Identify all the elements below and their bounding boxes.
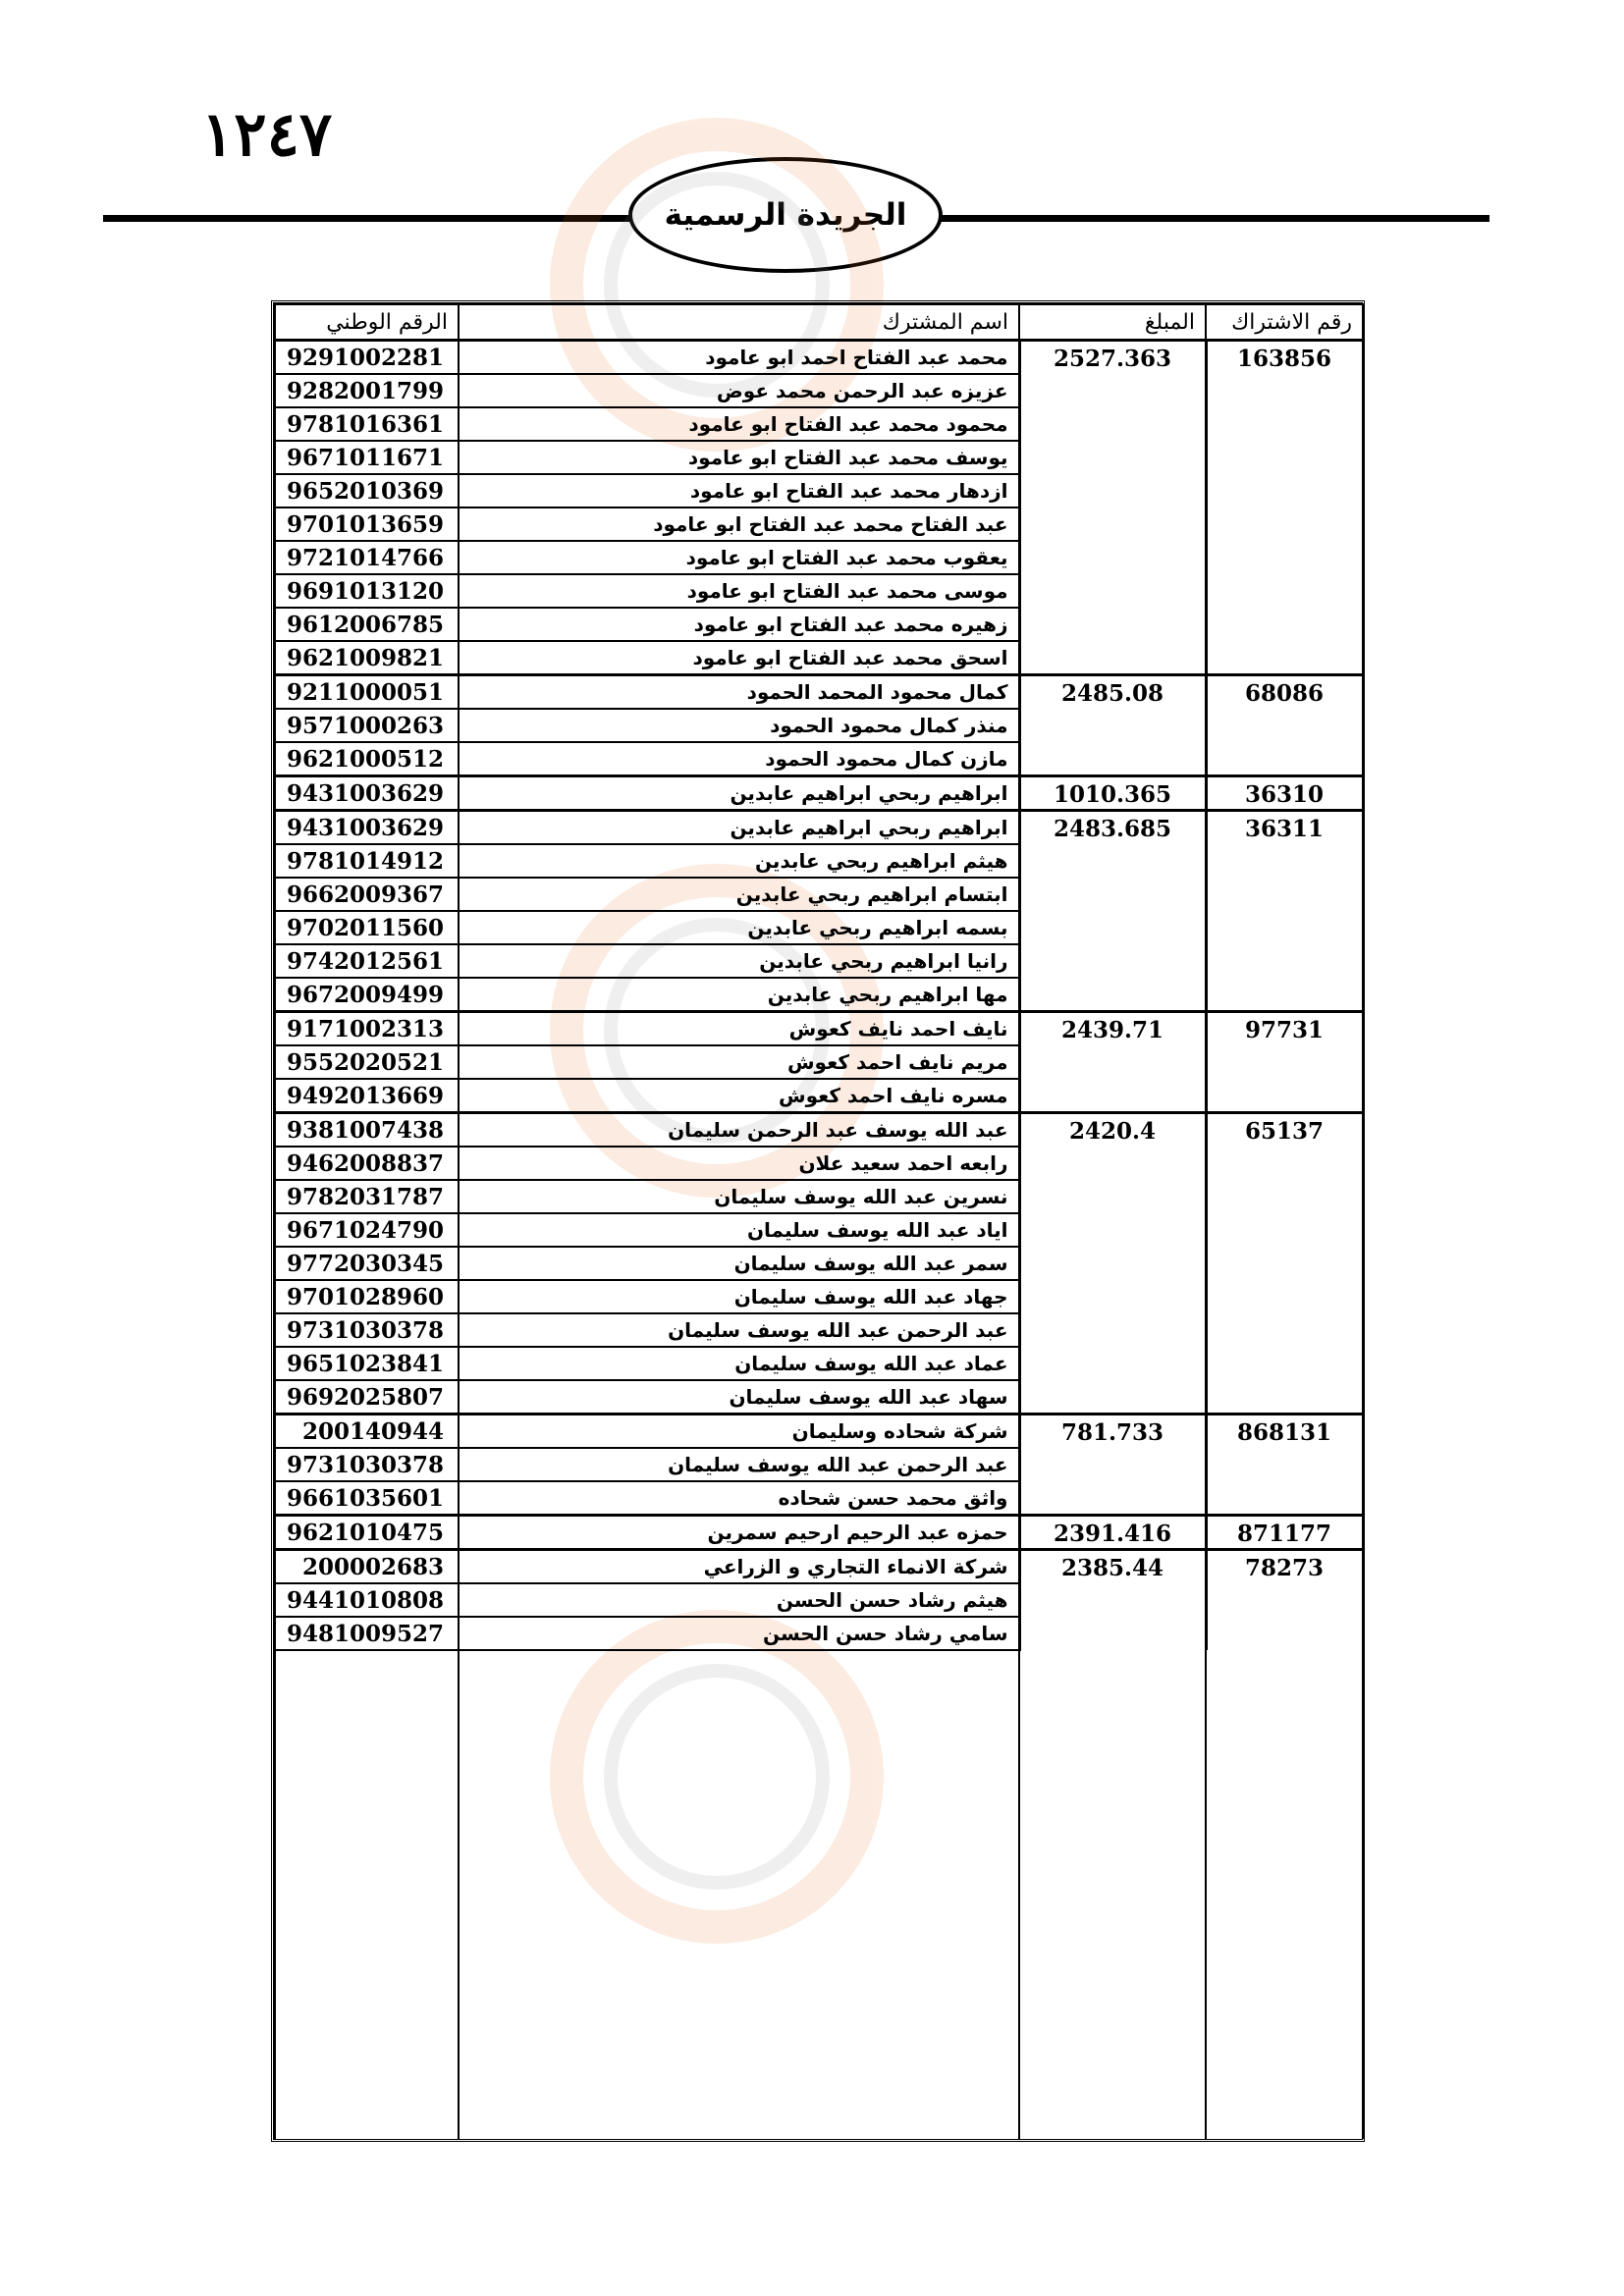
national-id-cell: 9552020521 — [275, 1045, 459, 1079]
amount-cell: 2485.08 — [1019, 675, 1206, 776]
national-id-cell: 9431003629 — [275, 776, 459, 811]
national-id-cell: 9282001799 — [275, 374, 459, 407]
empty-filler-row — [275, 1650, 1363, 2139]
national-id-cell: 9781016361 — [275, 407, 459, 441]
table-row — [275, 811, 1363, 845]
subscriber-name-cell: رابعه احمد سعيد علان — [459, 1147, 1019, 1180]
subscriber-name-cell: عبد الله يوسف عبد الرحمن سليمان — [459, 1113, 1019, 1148]
subscription-no-cell: 78273 — [1206, 1550, 1363, 1651]
subscriber-name-cell: كمال محمود المحمد الحمود — [459, 675, 1019, 710]
national-id-cell: 9742012561 — [275, 944, 459, 978]
subscriber-name-cell: سامي رشاد حسن الحسن — [459, 1617, 1019, 1650]
national-id-cell: 9621009821 — [275, 641, 459, 675]
subscriber-name-cell: زهيره محمد عبد الفتاح ابو عامود — [459, 608, 1019, 641]
national-id-cell: 9462008837 — [275, 1147, 459, 1180]
national-id-cell: 200140944 — [275, 1415, 459, 1449]
records-table-frame — [271, 300, 1365, 2142]
table-row — [275, 1113, 1363, 1148]
table-row — [275, 675, 1363, 710]
subscriber-name-cell: ابراهيم ربحي ابراهيم عابدين — [459, 811, 1019, 845]
national-id-cell: 9731030378 — [275, 1313, 459, 1347]
subscriber-name-cell: محمود محمد عبد الفتاح ابو عامود — [459, 407, 1019, 441]
amount-cell: 2527.363 — [1019, 341, 1206, 675]
subscriber-name-cell: هيثم رشاد حسن الحسن — [459, 1583, 1019, 1617]
national-id-cell: 9691013120 — [275, 574, 459, 608]
national-id-cell: 9701028960 — [275, 1280, 459, 1313]
subscriber-name-cell: شركة شحاده وسليمان — [459, 1415, 1019, 1449]
gazette-title: الجريدة الرسمية — [664, 197, 907, 233]
subscriber-name-cell: مريم نايف احمد كعوش — [459, 1045, 1019, 1079]
national-id-cell: 9571000263 — [275, 709, 459, 742]
national-id-cell: 9652010369 — [275, 474, 459, 507]
subscriber-name-cell: محمد عبد الفتاح احمد ابو عامود — [459, 341, 1019, 375]
subscriber-name-cell: بسمه ابراهيم ربحي عابدين — [459, 911, 1019, 944]
subscriber-name-cell: يوسف محمد عبد الفتاح ابو عامود — [459, 441, 1019, 474]
subscription-no-cell: 163856 — [1206, 341, 1363, 675]
header-oval — [628, 157, 943, 273]
national-id-cell: 9661035601 — [275, 1481, 459, 1516]
subscriber-name-cell: عزيزه عبد الرحمن محمد عوض — [459, 374, 1019, 407]
subscriber-name-cell: مسره نايف احمد كعوش — [459, 1079, 1019, 1113]
subscriber-name-cell: ابتسام ابراهيم ربحي عابدين — [459, 878, 1019, 911]
national-id-cell: 9692025807 — [275, 1380, 459, 1415]
table-row — [275, 1516, 1363, 1550]
national-id-cell: 9171002313 — [275, 1012, 459, 1046]
column-header-subscription-no: رقم الاشتراك — [1206, 304, 1363, 341]
table-row — [275, 1415, 1363, 1449]
page-number: ١٢٤٧ — [201, 98, 333, 170]
national-id-cell: 9481009527 — [275, 1617, 459, 1650]
subscription-no-cell: 36310 — [1206, 776, 1363, 811]
subscriber-name-cell: شركة الانماء التجاري و الزراعي — [459, 1550, 1019, 1584]
subscriber-name-cell: عبد الفتاح محمد عبد الفتاح ابو عامود — [459, 507, 1019, 541]
amount-cell: 2420.4 — [1019, 1113, 1206, 1415]
empty-cell — [459, 1650, 1019, 2139]
subscription-no-cell: 97731 — [1206, 1012, 1363, 1113]
empty-cell — [1206, 1650, 1363, 2139]
subscription-no-cell: 871177 — [1206, 1516, 1363, 1550]
table-row — [275, 1012, 1363, 1046]
national-id-cell: 9721014766 — [275, 541, 459, 574]
national-id-cell: 9431003629 — [275, 811, 459, 845]
subscriber-name-cell: منذر كمال محمود الحمود — [459, 709, 1019, 742]
table-row — [275, 341, 1363, 375]
subscriber-name-cell: رانيا ابراهيم ربحي عابدين — [459, 944, 1019, 978]
subscription-no-cell: 868131 — [1206, 1415, 1363, 1516]
table-row — [275, 776, 1363, 811]
amount-cell: 2483.685 — [1019, 811, 1206, 1012]
empty-cell — [275, 1650, 459, 2139]
subscription-no-cell: 65137 — [1206, 1113, 1363, 1415]
subscriber-name-cell: اسحق محمد عبد الفتاح ابو عامود — [459, 641, 1019, 675]
national-id-cell: 9671011671 — [275, 441, 459, 474]
subscription-no-cell: 36311 — [1206, 811, 1363, 1012]
table-header-row — [275, 304, 1363, 341]
subscription-no-cell: 68086 — [1206, 675, 1363, 776]
subscriber-name-cell: موسى محمد عبد الفتاح ابو عامود — [459, 574, 1019, 608]
national-id-cell: 9772030345 — [275, 1247, 459, 1280]
subscriber-name-cell: مها ابراهيم ربحي عابدين — [459, 978, 1019, 1012]
national-id-cell: 9621010475 — [275, 1516, 459, 1550]
subscriber-name-cell: سهاد عبد الله يوسف سليمان — [459, 1380, 1019, 1415]
records-table — [274, 303, 1365, 2139]
column-header-subscriber-name: اسم المشترك — [459, 304, 1019, 341]
national-id-cell: 9671024790 — [275, 1213, 459, 1247]
national-id-cell: 200002683 — [275, 1550, 459, 1584]
national-id-cell: 9621000512 — [275, 742, 459, 776]
amount-cell: 2391.416 — [1019, 1516, 1206, 1550]
amount-cell: 2439.71 — [1019, 1012, 1206, 1113]
national-id-cell: 9702011560 — [275, 911, 459, 944]
subscriber-name-cell: عبد الرحمن عبد الله يوسف سليمان — [459, 1448, 1019, 1481]
amount-cell: 781.733 — [1019, 1415, 1206, 1516]
national-id-cell: 9701013659 — [275, 507, 459, 541]
subscriber-name-cell: جهاد عبد الله يوسف سليمان — [459, 1280, 1019, 1313]
subscriber-name-cell: عبد الرحمن عبد الله يوسف سليمان — [459, 1313, 1019, 1347]
subscriber-name-cell: واثق محمد حسن شحاده — [459, 1481, 1019, 1516]
table-row — [275, 1550, 1363, 1584]
national-id-cell: 9291002281 — [275, 341, 459, 375]
subscriber-name-cell: عماد عبد الله يوسف سليمان — [459, 1347, 1019, 1380]
national-id-cell: 9781014912 — [275, 844, 459, 878]
subscriber-name-cell: نايف احمد نايف كعوش — [459, 1012, 1019, 1046]
empty-cell — [1019, 1650, 1206, 2139]
subscriber-name-cell: حمزه عبد الرحيم ارحيم سمرين — [459, 1516, 1019, 1550]
subscriber-name-cell: نسرين عبد الله يوسف سليمان — [459, 1180, 1019, 1213]
subscriber-name-cell: ازدهار محمد عبد الفتاح ابو عامود — [459, 474, 1019, 507]
national-id-cell: 9782031787 — [275, 1180, 459, 1213]
subscriber-name-cell: مازن كمال محمود الحمود — [459, 742, 1019, 776]
subscriber-name-cell: ابراهيم ربحي ابراهيم عابدين — [459, 776, 1019, 811]
national-id-cell: 9672009499 — [275, 978, 459, 1012]
column-header-national-id: الرقم الوطني — [275, 304, 459, 341]
national-id-cell: 9441010808 — [275, 1583, 459, 1617]
national-id-cell: 9662009367 — [275, 878, 459, 911]
national-id-cell: 9211000051 — [275, 675, 459, 710]
national-id-cell: 9612006785 — [275, 608, 459, 641]
subscriber-name-cell: هيثم ابراهيم ربحي عابدين — [459, 844, 1019, 878]
subscriber-name-cell: اياد عبد الله يوسف سليمان — [459, 1213, 1019, 1247]
national-id-cell: 9492013669 — [275, 1079, 459, 1113]
records-body — [275, 341, 1363, 2140]
national-id-cell: 9381007438 — [275, 1113, 459, 1148]
column-header-amount: المبلغ — [1019, 304, 1206, 341]
national-id-cell: 9731030378 — [275, 1448, 459, 1481]
subscriber-name-cell: يعقوب محمد عبد الفتاح ابو عامود — [459, 541, 1019, 574]
subscriber-name-cell: سمر عبد الله يوسف سليمان — [459, 1247, 1019, 1280]
amount-cell: 1010.365 — [1019, 776, 1206, 811]
national-id-cell: 9651023841 — [275, 1347, 459, 1380]
amount-cell: 2385.44 — [1019, 1550, 1206, 1651]
